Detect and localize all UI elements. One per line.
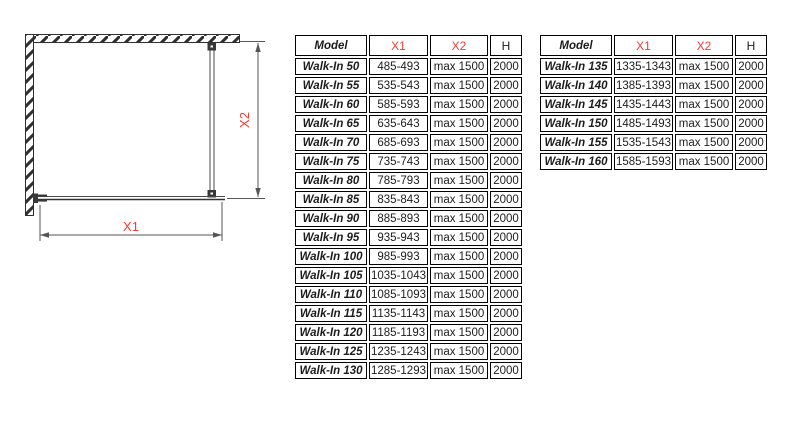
model-cell: Walk-In 65 xyxy=(295,115,367,132)
support-bar xyxy=(210,43,214,197)
x1-dimension-label: X1 xyxy=(123,219,139,234)
value-cell: max 1500 xyxy=(675,115,733,132)
value-cell: 635-643 xyxy=(369,115,428,132)
model-cell: Walk-In 155 xyxy=(540,134,612,151)
value-cell: 785-793 xyxy=(369,172,428,189)
table-row xyxy=(540,58,767,75)
value-cell: 885-893 xyxy=(369,210,428,227)
value-cell: 1535-1543 xyxy=(614,134,673,151)
value-cell: 1035-1043 xyxy=(369,267,428,284)
spec-table-body xyxy=(540,58,767,170)
value-cell: 1335-1343 xyxy=(614,58,673,75)
model-cell: Walk-In 75 xyxy=(295,153,367,170)
x1-arrow-left xyxy=(40,232,49,237)
value-cell: 685-693 xyxy=(369,134,428,151)
table-row xyxy=(295,229,522,246)
model-cell: Walk-In 130 xyxy=(295,362,367,379)
value-cell: 2000 xyxy=(490,58,522,75)
value-cell: 1235-1243 xyxy=(369,343,428,360)
value-cell: 835-843 xyxy=(369,191,428,208)
table-row xyxy=(540,153,767,170)
value-cell: 2000 xyxy=(490,229,522,246)
value-cell: max 1500 xyxy=(675,153,733,170)
value-cell: max 1500 xyxy=(430,77,488,94)
table-row xyxy=(295,324,522,341)
model-cell: Walk-In 100 xyxy=(295,248,367,265)
model-cell: Walk-In 105 xyxy=(295,267,367,284)
model-cell: Walk-In 95 xyxy=(295,229,367,246)
value-cell: 2000 xyxy=(490,96,522,113)
column-header-x1: X1 xyxy=(614,35,673,56)
header-row xyxy=(295,35,522,56)
value-cell: max 1500 xyxy=(430,58,488,75)
value-cell: max 1500 xyxy=(430,115,488,132)
value-cell: max 1500 xyxy=(675,77,733,94)
value-cell: max 1500 xyxy=(430,267,488,284)
model-cell: Walk-In 115 xyxy=(295,305,367,322)
table-row xyxy=(295,267,522,284)
value-cell: 2000 xyxy=(735,58,767,75)
clamp-bottom-hole xyxy=(211,193,214,195)
value-cell: 1435-1443 xyxy=(614,96,673,113)
table-row xyxy=(295,210,522,227)
clamp-top-hole xyxy=(211,46,214,48)
model-cell: Walk-In 160 xyxy=(540,153,612,170)
table-row xyxy=(295,305,522,322)
value-cell: 2000 xyxy=(490,343,522,360)
value-cell: max 1500 xyxy=(430,324,488,341)
value-cell: max 1500 xyxy=(430,229,488,246)
value-cell: 1585-1593 xyxy=(614,153,673,170)
table-row xyxy=(540,115,767,132)
value-cell: 985-993 xyxy=(369,248,428,265)
value-cell: max 1500 xyxy=(430,134,488,151)
column-header-h: H xyxy=(735,35,767,56)
value-cell: 2000 xyxy=(490,324,522,341)
value-cell: 2000 xyxy=(735,134,767,151)
value-cell: 585-593 xyxy=(369,96,428,113)
table-row xyxy=(540,96,767,113)
value-cell: 2000 xyxy=(735,153,767,170)
column-header-x2: X2 xyxy=(675,35,733,56)
wall-left xyxy=(26,35,34,216)
value-cell: 2000 xyxy=(735,96,767,113)
model-cell: Walk-In 55 xyxy=(295,77,367,94)
value-cell: max 1500 xyxy=(430,153,488,170)
value-cell: 1485-1493 xyxy=(614,115,673,132)
column-header-h: H xyxy=(490,35,522,56)
header-row xyxy=(540,35,767,56)
value-cell: max 1500 xyxy=(675,58,733,75)
table-row xyxy=(540,134,767,151)
value-cell: 1285-1293 xyxy=(369,362,428,379)
model-cell: Walk-In 135 xyxy=(540,58,612,75)
value-cell: 2000 xyxy=(490,134,522,151)
wall-top xyxy=(26,35,240,43)
model-cell: Walk-In 60 xyxy=(295,96,367,113)
value-cell: 2000 xyxy=(490,115,522,132)
model-cell: Walk-In 140 xyxy=(540,77,612,94)
spec-table-walkin-135-160 xyxy=(538,33,769,172)
value-cell: max 1500 xyxy=(430,191,488,208)
value-cell: 2000 xyxy=(490,305,522,322)
value-cell: max 1500 xyxy=(430,96,488,113)
spec-table-header xyxy=(540,35,767,56)
model-cell: Walk-In 120 xyxy=(295,324,367,341)
table-row xyxy=(295,153,522,170)
table-row xyxy=(295,115,522,132)
value-cell: max 1500 xyxy=(430,305,488,322)
column-header-model: Model xyxy=(295,35,367,56)
model-cell: Walk-In 70 xyxy=(295,134,367,151)
value-cell: 935-943 xyxy=(369,229,428,246)
model-cell: Walk-In 125 xyxy=(295,343,367,360)
glass-panel xyxy=(38,197,225,200)
value-cell: max 1500 xyxy=(430,286,488,303)
table-row xyxy=(295,77,522,94)
value-cell: max 1500 xyxy=(675,134,733,151)
value-cell: 1385-1393 xyxy=(614,77,673,94)
value-cell: max 1500 xyxy=(430,172,488,189)
value-cell: 2000 xyxy=(490,153,522,170)
model-cell: Walk-In 90 xyxy=(295,210,367,227)
x2-arrow-bottom xyxy=(255,188,260,197)
value-cell: 535-543 xyxy=(369,77,428,94)
value-cell: max 1500 xyxy=(430,210,488,227)
wall-profile xyxy=(33,194,47,204)
table-row xyxy=(295,96,522,113)
value-cell: 1135-1143 xyxy=(369,305,428,322)
table-row xyxy=(295,248,522,265)
value-cell: 735-743 xyxy=(369,153,428,170)
table-row xyxy=(295,172,522,189)
model-cell: Walk-In 50 xyxy=(295,58,367,75)
spec-table-walkin-50-130 xyxy=(293,33,524,381)
value-cell: max 1500 xyxy=(675,96,733,113)
table-row xyxy=(295,362,522,379)
value-cell: 2000 xyxy=(490,267,522,284)
table-row xyxy=(295,343,522,360)
table-row xyxy=(540,77,767,94)
column-header-x2: X2 xyxy=(430,35,488,56)
spec-table-body xyxy=(295,58,522,379)
value-cell: max 1500 xyxy=(430,362,488,379)
value-cell: 2000 xyxy=(490,286,522,303)
column-header-x1: X1 xyxy=(369,35,428,56)
value-cell: max 1500 xyxy=(430,248,488,265)
value-cell: max 1500 xyxy=(430,343,488,360)
table-row xyxy=(295,134,522,151)
value-cell: 2000 xyxy=(490,191,522,208)
table-row xyxy=(295,58,522,75)
x2-arrow-top xyxy=(255,43,260,52)
model-cell: Walk-In 110 xyxy=(295,286,367,303)
model-cell: Walk-In 80 xyxy=(295,172,367,189)
value-cell: 2000 xyxy=(490,77,522,94)
model-cell: Walk-In 150 xyxy=(540,115,612,132)
value-cell: 2000 xyxy=(735,77,767,94)
x2-dimension-label: X2 xyxy=(237,112,252,128)
column-header-model: Model xyxy=(540,35,612,56)
walkin-top-view-diagram xyxy=(0,0,290,260)
model-cell: Walk-In 85 xyxy=(295,191,367,208)
value-cell: 485-493 xyxy=(369,58,428,75)
value-cell: 2000 xyxy=(735,115,767,132)
table-row xyxy=(295,191,522,208)
value-cell: 2000 xyxy=(490,362,522,379)
value-cell: 2000 xyxy=(490,210,522,227)
x1-arrow-right xyxy=(213,232,222,237)
value-cell: 1085-1093 xyxy=(369,286,428,303)
model-cell: Walk-In 145 xyxy=(540,96,612,113)
value-cell: 2000 xyxy=(490,248,522,265)
spec-table-header xyxy=(295,35,522,56)
value-cell: 2000 xyxy=(490,172,522,189)
value-cell: 1185-1193 xyxy=(369,324,428,341)
table-row xyxy=(295,286,522,303)
